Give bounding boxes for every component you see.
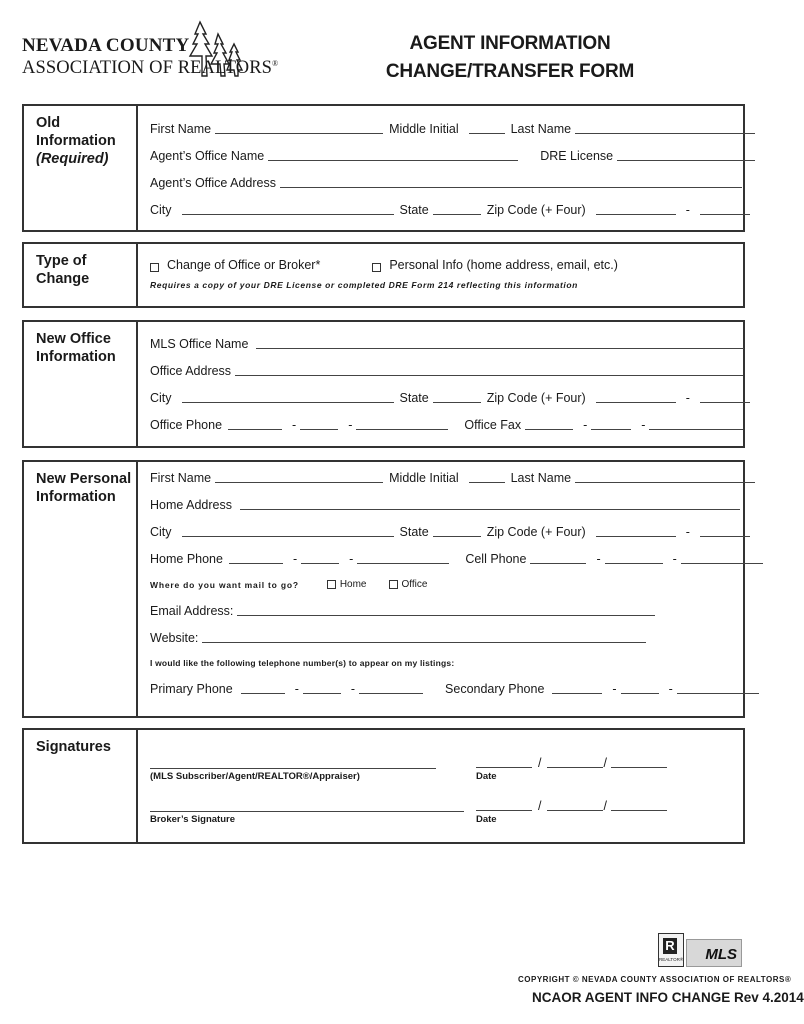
org-name-line1: NEVADA COUNTY (22, 35, 190, 56)
old-middle-initial-field[interactable] (469, 132, 505, 134)
secondary-phone-label: Secondary Phone (445, 682, 545, 696)
primary-phone-label: Primary Phone (150, 682, 233, 696)
primary-phone-area-field[interactable] (241, 692, 285, 694)
broker-date-day-field[interactable] (547, 809, 603, 811)
section-label: Type of Change (36, 253, 90, 287)
state-label: State (399, 203, 429, 217)
old-zip-plus4-field[interactable] (700, 213, 750, 215)
home-address-field[interactable] (240, 508, 740, 510)
subscriber-date-label: Date (476, 771, 497, 782)
home-zip-plus4-field[interactable] (700, 535, 750, 537)
office-fax-area-field[interactable] (525, 428, 573, 430)
mls-badge: MLS (686, 939, 742, 967)
mail-destination-question: Where do you want mail to go? (150, 579, 299, 590)
new-office-zip-plus4-field[interactable] (700, 401, 750, 403)
mls-office-name-field[interactable] (256, 347, 744, 349)
form-title: AGENT INFORMATION CHANGE/TRANSFER FORM (385, 33, 635, 82)
personal-info-checkbox[interactable] (372, 263, 381, 272)
listing-phone-note: I would like the following telephone number(s) to appear on my listings: (150, 658, 455, 668)
personal-info-label: Personal Info (home address, email, etc.) (389, 258, 618, 272)
cell-phone-number-field[interactable] (681, 562, 763, 564)
new-middle-initial-field[interactable] (469, 481, 505, 483)
subscriber-signature-field[interactable] (150, 768, 436, 769)
broker-date-year-field[interactable] (611, 809, 667, 811)
home-phone-number-field[interactable] (357, 562, 449, 564)
broker-signature-field[interactable] (150, 811, 464, 812)
dre-requirement-note: Requires a copy of your DRE License or completed DRE Form 214 reflecting this information (150, 280, 578, 290)
old-office-name-field[interactable] (268, 159, 518, 161)
new-office-section: New Office Information MLS Office Name Office Address City State Zip Code (+ Four) - Office Phone - - Office Fax - - (22, 320, 745, 448)
section-label: New Office Information (36, 331, 116, 365)
section-label: Signatures (36, 739, 111, 755)
website-label: Website: (150, 631, 199, 645)
state-label: State (399, 391, 429, 405)
old-office-address-field[interactable] (280, 186, 742, 188)
zip-label: Zip Code (+ Four) (486, 525, 586, 539)
home-state-field[interactable] (433, 535, 481, 537)
first-name-label: First Name (150, 122, 212, 136)
office-fax-prefix-field[interactable] (591, 428, 631, 430)
new-office-city-field[interactable] (182, 401, 394, 403)
secondary-phone-area-field[interactable] (552, 692, 602, 694)
cell-phone-label: Cell Phone (465, 552, 527, 566)
office-phone-prefix-field[interactable] (300, 428, 338, 430)
new-last-name-field[interactable] (575, 481, 755, 483)
new-office-state-field[interactable] (433, 401, 481, 403)
mail-office-label: Office (401, 579, 428, 590)
change-office-label: Change of Office or Broker* (167, 258, 321, 272)
home-zip-field[interactable] (596, 535, 676, 537)
signatures-section: Signatures (MLS Subscriber/Agent/REALTOR®/Appraiser) / / Date Broker’s Signature / / Date (22, 728, 745, 844)
org-name-line2: ASSOCIATION OF REALTORS® (22, 58, 279, 78)
home-city-field[interactable] (182, 535, 394, 537)
city-label: City (150, 525, 172, 539)
secondary-phone-prefix-field[interactable] (621, 692, 659, 694)
broker-date-label: Date (476, 814, 497, 825)
old-zip-field[interactable] (596, 213, 676, 215)
email-label: Email Address: (150, 604, 234, 618)
section-label: New Personal Information (36, 471, 132, 505)
broker-date-month-field[interactable] (476, 809, 532, 811)
old-first-name-field[interactable] (215, 132, 383, 134)
secondary-phone-number-field[interactable] (677, 692, 759, 694)
office-address-label: Agent’s Office Address (150, 176, 277, 190)
cell-phone-area-field[interactable] (530, 562, 586, 564)
new-office-zip-field[interactable] (596, 401, 676, 403)
new-personal-section: New Personal Information First Name Middle Initial Last Name Home Address City State Zip Code (+ Four) - Home Phone - - Cell Phone - - Where do you want mail to go? Home Office Email Address: Website: I would like the following telephone number(s) to appear on my listings: Primary Phone - - Secondary Phone - - (22, 460, 745, 718)
office-name-label: Agent’s Office Name (150, 149, 265, 163)
last-name-label: Last Name (510, 122, 572, 136)
old-dre-license-field[interactable] (617, 159, 755, 161)
office-phone-number-field[interactable] (356, 428, 448, 430)
office-phone-label: Office Phone (150, 418, 223, 432)
old-state-field[interactable] (433, 213, 481, 215)
section-label: Old Information (Required) (36, 115, 116, 167)
form-revision: NCAOR AGENT INFO CHANGE Rev 4.2014 (532, 990, 804, 1005)
copyright-text: COPYRIGHT © NEVADA COUNTY ASSOCIATION OF REALTORS® (518, 975, 792, 984)
mail-office-checkbox[interactable] (389, 580, 398, 589)
office-fax-label: Office Fax (464, 418, 522, 432)
home-address-label: Home Address (150, 498, 232, 512)
realtor-r-icon: R REALTOR® (658, 933, 684, 967)
home-phone-area-field[interactable] (229, 562, 283, 564)
new-first-name-field[interactable] (215, 481, 383, 483)
first-name-label: First Name (150, 471, 212, 485)
old-last-name-field[interactable] (575, 132, 755, 134)
city-label: City (150, 391, 172, 405)
middle-initial-label: Middle Initial (389, 471, 459, 485)
office-phone-area-field[interactable] (228, 428, 282, 430)
subscriber-date-year-field[interactable] (611, 766, 667, 768)
subscriber-date-month-field[interactable] (476, 766, 532, 768)
realtor-mls-logo (658, 933, 744, 973)
zip-label: Zip Code (+ Four) (486, 203, 586, 217)
home-phone-label: Home Phone (150, 552, 223, 566)
office-fax-number-field[interactable] (649, 428, 743, 430)
office-address-label: Office Address (150, 364, 232, 378)
city-label: City (150, 203, 172, 217)
subscriber-date-day-field[interactable] (547, 766, 603, 768)
website-field[interactable] (202, 641, 646, 643)
dre-license-label: DRE License (540, 149, 614, 163)
primary-phone-prefix-field[interactable] (303, 692, 341, 694)
mail-home-label: Home (339, 579, 367, 590)
cell-phone-prefix-field[interactable] (605, 562, 663, 564)
old-city-field[interactable] (182, 213, 394, 215)
broker-signature-label: Broker’s Signature (150, 814, 235, 825)
type-of-change-section (22, 242, 745, 308)
mls-office-name-label: MLS Office Name (150, 337, 249, 351)
last-name-label: Last Name (510, 471, 572, 485)
mail-home-checkbox[interactable] (327, 580, 336, 589)
zip-label: Zip Code (+ Four) (486, 391, 586, 405)
middle-initial-label: Middle Initial (389, 122, 459, 136)
new-office-address-field[interactable] (235, 374, 743, 376)
association-logo (22, 20, 279, 80)
email-field[interactable] (237, 614, 655, 616)
primary-phone-number-field[interactable] (359, 692, 423, 694)
subscriber-signature-label: (MLS Subscriber/Agent/REALTOR®/Appraiser) (150, 771, 360, 782)
home-phone-prefix-field[interactable] (301, 562, 339, 564)
old-information-section: Old Information (Required) First Name Middle Initial Last Name Agent’s Office Name DRE License Agent’s Office Address City State Zip Code (+ Four) - (22, 104, 745, 232)
change-office-checkbox[interactable] (150, 263, 159, 272)
state-label: State (399, 525, 429, 539)
